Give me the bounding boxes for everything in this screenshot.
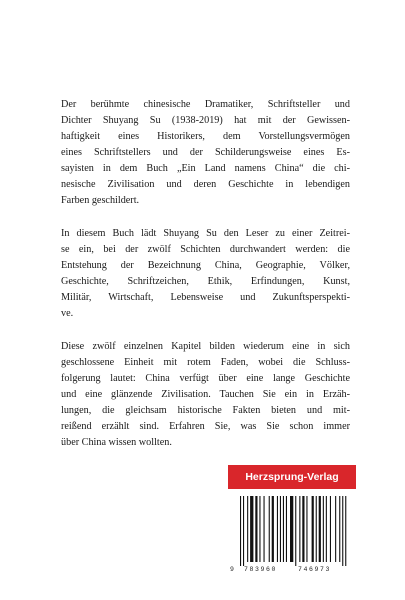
barcode-bar — [272, 496, 274, 562]
text-line: ve. — [61, 308, 74, 319]
publisher-label: Herzsprung-Verlag — [228, 465, 356, 489]
paragraph-text — [61, 339, 350, 451]
paragraph-text — [61, 97, 350, 209]
text-line: lungen, die gleichsam historische Fakten bieten und mit- — [61, 405, 350, 416]
barcode-bar — [247, 496, 248, 562]
barcode-bar — [250, 496, 253, 562]
barcode-bar — [243, 496, 244, 566]
text-line: Farben geschildert. — [61, 195, 140, 206]
text-line: nesische Zivilisation und deren Geschichte in lebendigen — [61, 179, 350, 190]
text-line: Entstehung der Bezeichnung China, Geographie, Völker, — [61, 260, 350, 271]
barcode-bar — [290, 496, 293, 562]
barcode-bar — [277, 496, 278, 562]
barcode-bar — [330, 496, 331, 562]
barcode-bar — [306, 496, 307, 562]
text-line: reißend erzählt sind. Erfahren Sie, was Sie schon immer — [61, 421, 350, 432]
barcode-bar — [335, 496, 336, 562]
text-line: haftigkeit eines Historikers, dem Vorstellungsvermögen — [61, 131, 350, 142]
barcode-bar — [339, 496, 340, 562]
text-line: geschlossene Einheit mit rotem Faden, wobei die Schluss- — [61, 357, 350, 368]
barcode-bar — [286, 496, 287, 562]
text-line: sayisten in dem Buch „Ein Land namens China“ die chi- — [61, 163, 350, 174]
barcode-bar — [283, 496, 284, 562]
barcode-bar — [326, 496, 327, 562]
blurb-paragraph-1 — [61, 97, 350, 209]
barcode-bar — [345, 496, 346, 566]
barcode-bar — [264, 496, 265, 562]
text-line: Der berühmte chinesische Dramatiker, Schriftsteller und — [61, 99, 350, 110]
text-line: In diesem Buch lädt Shuyang Su den Leser zu einer Zeitrei- — [61, 228, 350, 239]
text-line: se ein, bei der zwölf Schichten durchwandert werden: die — [61, 244, 350, 255]
text-line: Dichter Shuyang Su (1938-2019) hat mit der Gewissen- — [61, 115, 350, 126]
isbn-barcode — [228, 492, 356, 576]
barcode-bar — [299, 496, 300, 562]
barcode-bars — [228, 492, 356, 566]
barcode-bar — [319, 496, 321, 562]
barcode-digit-group: 746973 — [298, 566, 332, 573]
barcode-bar — [312, 496, 314, 562]
barcode-bar — [280, 496, 281, 562]
barcode-digit-group: 9 — [230, 566, 234, 573]
text-line: folgerung lautet: China verfügt über eine lange Geschichte — [61, 373, 350, 384]
blurb-paragraph-2 — [61, 226, 350, 322]
text-line: Geschichte, Schriftzeichen, Ethik, Erfindungen, Kunst, — [61, 276, 350, 287]
barcode-bar — [240, 496, 241, 566]
barcode-bar — [302, 496, 304, 562]
text-line: über China wissen wollten. — [61, 437, 172, 448]
blurb-paragraph-3 — [61, 339, 350, 451]
text-line: Militär, Wirtschaft, Lebensweise und Zukunftsperspekti- — [61, 292, 350, 303]
barcode-bar — [259, 496, 260, 562]
paragraph-text — [61, 226, 350, 322]
barcode-bar — [316, 496, 317, 562]
text-line: eines Schriftstellers und der Schilderungsweise eines Es- — [61, 147, 350, 158]
barcode-bar — [269, 496, 270, 562]
text-line: und eine glänzende Zivilisation. Tauchen Sie ein in Erzäh- — [61, 389, 350, 400]
barcode-bar — [323, 496, 324, 562]
barcode-bar — [342, 496, 343, 566]
text-line: Diese zwölf einzelnen Kapitel bilden wiederum eine in sich — [61, 341, 350, 352]
barcode-bar — [295, 496, 296, 566]
barcode-digit-group: 783960 — [244, 566, 278, 573]
barcode-bar — [255, 496, 257, 562]
